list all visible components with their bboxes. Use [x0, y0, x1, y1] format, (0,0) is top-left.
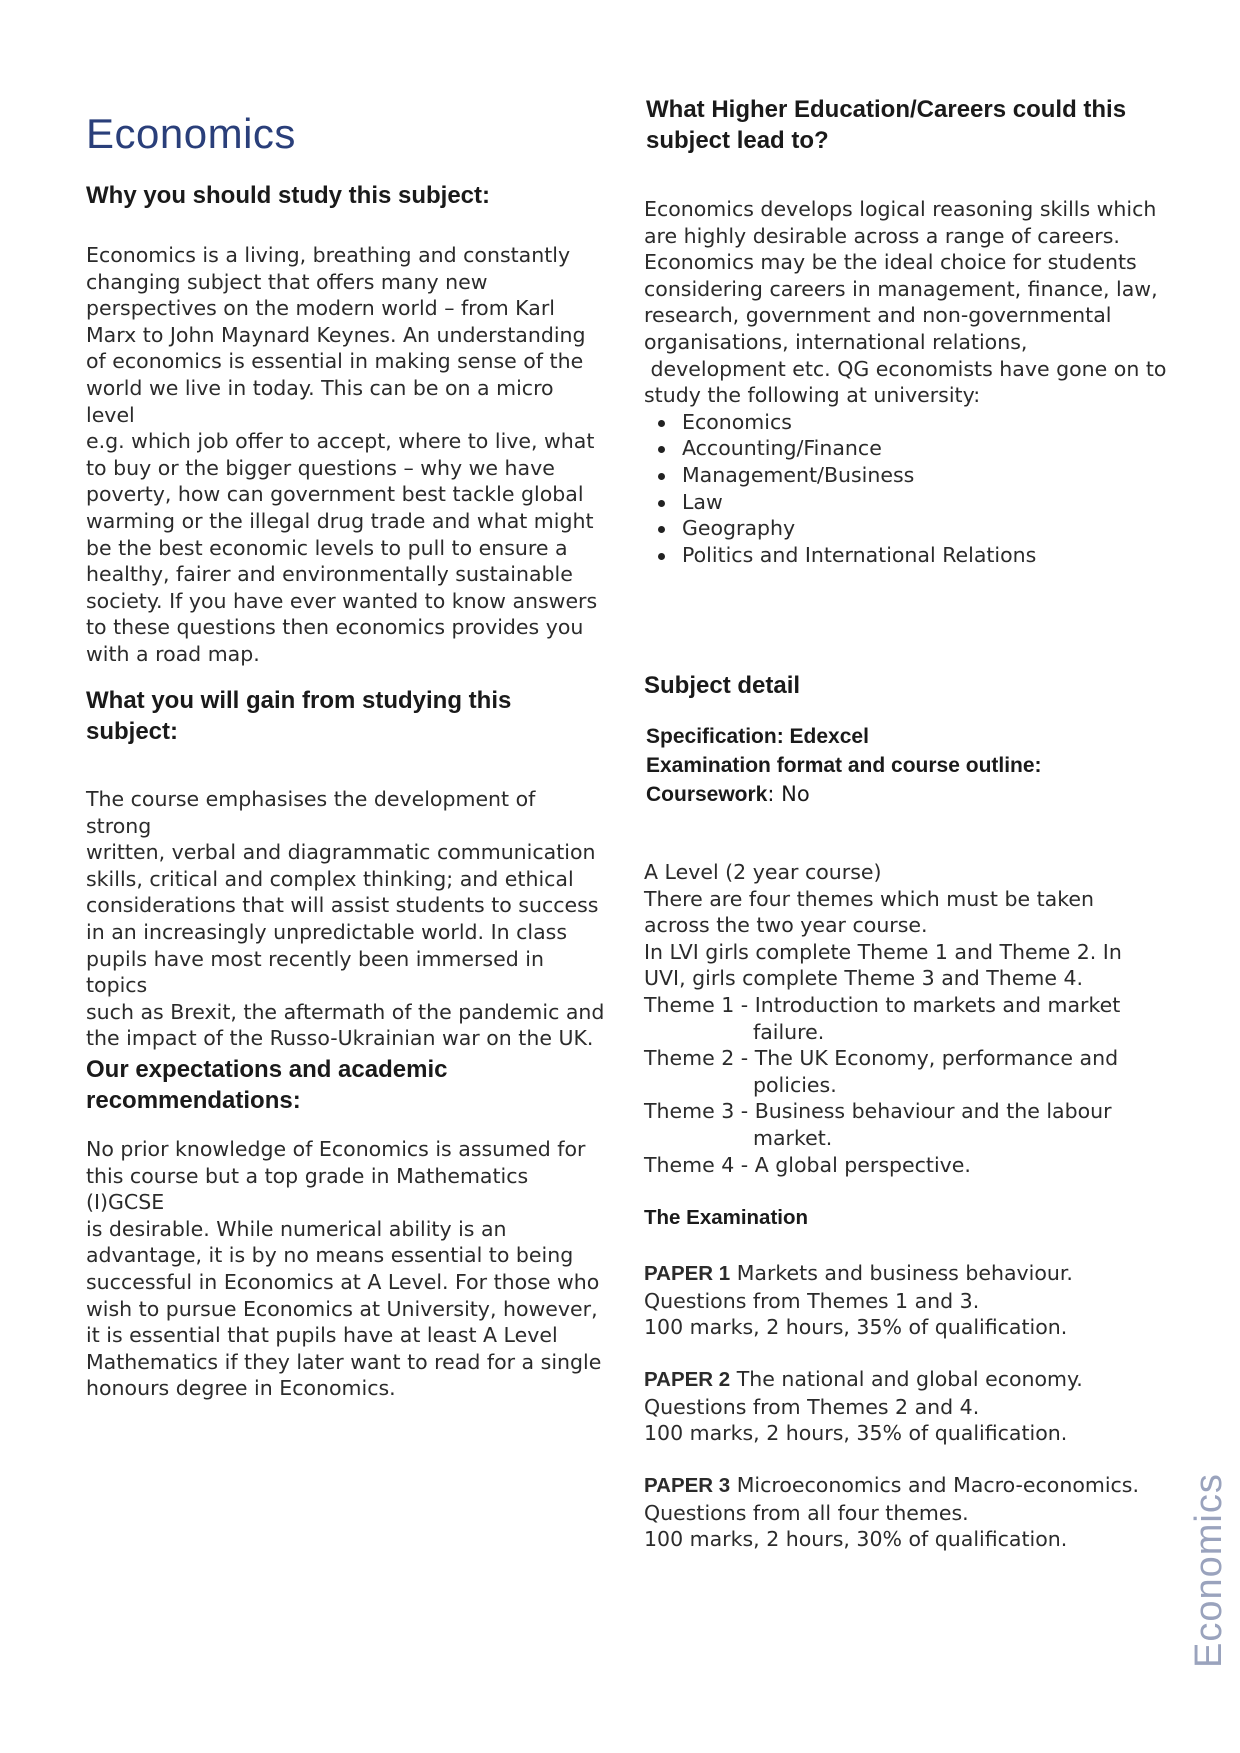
text-line: it is essential that pupils have at least A Level: [86, 1323, 558, 1348]
theme-label: Theme 1 -: [644, 992, 755, 1017]
theme-continuation: policies.: [753, 1072, 837, 1097]
paper-3: [644, 1472, 1174, 1553]
text-line: No prior knowledge of Economics is assumed for: [86, 1137, 586, 1161]
paper-questions: Questions from Themes 2 and 4.: [644, 1394, 980, 1419]
careers-heading-line: subject lead to?: [646, 127, 829, 154]
course-outline: [644, 859, 1174, 1178]
text-line: successful in Economics at A Level. For those who: [86, 1269, 600, 1294]
paper-label: PAPER 1: [644, 1262, 731, 1285]
text-line: considering careers in management, finance, law,: [644, 276, 1158, 301]
theme-label: Theme 3 -: [644, 1099, 755, 1124]
text-line: to these questions then economics provides you: [86, 615, 584, 640]
theme-item: [644, 1098, 1174, 1151]
theme-label: Theme 4 -: [644, 1152, 755, 1177]
text-line: Mathematics if they later want to read for a single: [86, 1349, 602, 1374]
examination-section: [644, 1206, 1174, 1230]
text-line: UVI, girls complete Theme 3 and Theme 4.: [644, 966, 1084, 991]
paper-questions: Questions from all four themes.: [644, 1500, 969, 1525]
text-line: The course emphasises the development of strong: [86, 787, 536, 838]
text-line: pupils have most recently been immersed in topics: [86, 946, 544, 998]
paper-marks: 100 marks, 2 hours, 35% of qualification.: [644, 1315, 1068, 1340]
list-item: Economics: [682, 409, 1174, 436]
text-line: be the best economic levels to pull to ensure a: [86, 535, 568, 560]
text-line: Economics may be the ideal choice for students: [644, 250, 1137, 275]
why-study-body: [86, 242, 606, 668]
subject-detail-section: [644, 670, 1164, 701]
text-line: healthy, fairer and environmentally sustainable: [86, 562, 573, 587]
careers-section: [646, 94, 1166, 156]
text-line: in an increasingly unpredictable world. In class: [86, 919, 568, 944]
coursework-label: Coursework: [646, 783, 768, 806]
text-line: changing subject that offers many new: [86, 269, 488, 294]
text-line: Economics develops logical reasoning skills which: [644, 197, 1157, 221]
text-line: written, verbal and diagrammatic communication: [86, 840, 596, 865]
side-label: Economics: [1188, 1473, 1230, 1668]
paper-title: The national and global economy.: [730, 1367, 1083, 1391]
expectations-heading-line: recommendations:: [86, 1087, 301, 1114]
paper-title: Microeconomics and Macro-economics.: [730, 1473, 1139, 1497]
expectations-body: [86, 1136, 606, 1402]
text-line: advantage, it is by no means essential to being: [86, 1243, 574, 1268]
text-line: are highly desirable across a range of careers.: [644, 223, 1120, 248]
text-line: the impact of the Russo-Ukrainian war on the UK.: [86, 1026, 594, 1051]
text-line: with a road map.: [86, 641, 260, 666]
text-line: Economics is a living, breathing and constantly: [86, 243, 571, 267]
specification-block: [646, 722, 1166, 809]
text-line: A Level (2 year course): [644, 860, 882, 884]
specification-label: Specification: Edexcel: [646, 725, 869, 748]
text-line: considerations that will assist students to success: [86, 893, 599, 918]
theme-continuation: market.: [753, 1125, 833, 1150]
gain-heading-line: subject:: [86, 718, 179, 745]
expectations-heading-line: Our expectations and academic: [86, 1056, 448, 1083]
text-line: poverty, how can government best tackle global: [86, 482, 584, 507]
theme-continuation: failure.: [753, 1019, 825, 1044]
paper-title: Markets and business behaviour.: [730, 1261, 1073, 1285]
text-line: is desirable. While numerical ability is an: [86, 1216, 507, 1241]
text-line: skills, critical and complex thinking; and ethical: [86, 866, 574, 891]
text-line: warming or the illegal drug trade and what might: [86, 508, 594, 533]
list-item: Management/Business: [682, 462, 1174, 489]
why-study-section: [86, 180, 606, 211]
theme-title: Introduction to markets and market: [754, 992, 1121, 1017]
theme-item: [644, 1152, 1174, 1179]
text-line: this course but a top grade in Mathematics (I)GCSE: [86, 1163, 529, 1215]
text-line: of economics is essential in making sense of the: [86, 349, 584, 374]
text-line: Marx to John Maynard Keynes. An understanding: [86, 322, 586, 347]
text-line: There are four themes which must be taken: [644, 886, 1094, 911]
theme-item: [644, 1045, 1174, 1098]
theme-title: Business behaviour and the labour: [754, 1099, 1112, 1124]
examination-heading: The Examination: [644, 1206, 809, 1229]
theme-title: The UK Economy, performance and: [754, 1046, 1119, 1071]
paper-label: PAPER 3: [644, 1474, 731, 1497]
theme-title: A global perspective.: [754, 1152, 971, 1177]
paper-questions: Questions from Themes 1 and 3.: [644, 1288, 980, 1313]
theme-label: Theme 2 -: [644, 1046, 755, 1071]
list-item: Law: [682, 489, 1174, 516]
exam-format-label: Examination format and course outline:: [646, 754, 1042, 777]
paper-marks: 100 marks, 2 hours, 35% of qualification.: [644, 1421, 1068, 1446]
text-line: e.g. which job offer to accept, where to live, what: [86, 429, 595, 454]
text-line: wish to pursue Economics at University, however,: [86, 1296, 598, 1321]
text-line: organisations, international relations,: [644, 329, 1028, 354]
text-line: development etc. QG economists have gone on to: [644, 356, 1167, 381]
gain-heading-line: What you will gain from studying this: [86, 687, 512, 714]
text-line: such as Brexit, the aftermath of the pandemic and: [86, 999, 605, 1024]
gain-body: [86, 786, 606, 1052]
paper-2: [644, 1366, 1174, 1447]
text-line: In LVI girls complete Theme 1 and Theme 2. In: [644, 939, 1122, 964]
list-item: Accounting/Finance: [682, 435, 1174, 462]
expectations-section: [86, 1054, 606, 1116]
careers-body: [644, 196, 1174, 568]
text-line: across the two year course.: [644, 913, 928, 938]
text-line: society. If you have ever wanted to know answers: [86, 588, 598, 613]
theme-item: [644, 992, 1174, 1045]
text-line: study the following at university:: [644, 383, 981, 408]
text-line: honours degree in Economics.: [86, 1376, 396, 1401]
text-line: world we live in today. This can be on a micro level: [86, 375, 554, 427]
gain-section: [86, 685, 606, 747]
text-line: to buy or the bigger questions – why we have: [86, 455, 555, 480]
page-title: Economics: [86, 110, 296, 157]
paper-label: PAPER 2: [644, 1368, 731, 1391]
paper-marks: 100 marks, 2 hours, 30% of qualification.: [644, 1527, 1068, 1552]
text-line: research, government and non-governmental: [644, 303, 1112, 328]
paper-1: [644, 1260, 1174, 1341]
university-subjects-list: [644, 409, 1174, 569]
why-study-heading: Why you should study this subject:: [86, 182, 491, 209]
list-item: Geography: [682, 515, 1174, 542]
careers-heading-line: What Higher Education/Careers could this: [646, 96, 1127, 123]
coursework-value: : No: [767, 782, 810, 806]
text-line: perspectives on the modern world – from Karl: [86, 296, 555, 321]
subject-detail-heading: Subject detail: [644, 672, 801, 699]
list-item: Politics and International Relations: [682, 542, 1174, 569]
